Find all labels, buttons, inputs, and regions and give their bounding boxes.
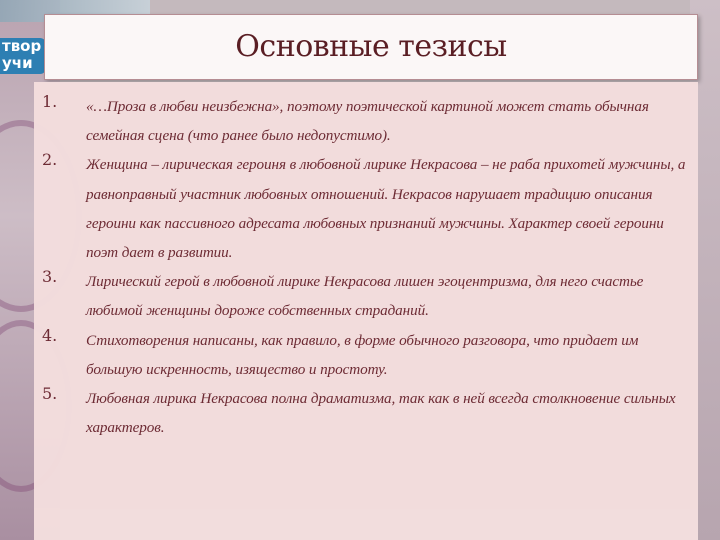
- item-text: Стихотворения написаны, как правило, в форме обычного разговора, что придает им большую искренность, изящество и простоту.: [86, 331, 639, 378]
- list-item: [34, 150, 698, 267]
- list-item: [34, 267, 698, 325]
- item-text: Женщина – лирическая героиня в любовной лирике Некрасова – не раба прихотей мужчины, а равноправный участник любовных отношений. Некрасов нарушает традицию описания героини как пассивного адресата любовных признаний мужчины. Характер своей героини поэт дает в развитии.: [86, 156, 686, 262]
- item-number: 1.: [42, 92, 58, 111]
- logo-text-line: учи: [2, 54, 33, 72]
- logo-text-line: твор: [2, 38, 42, 55]
- list-item: [34, 326, 698, 384]
- item-number: 3.: [42, 267, 58, 287]
- list-item: [34, 384, 698, 442]
- content-box: [34, 82, 698, 540]
- item-number: 4.: [42, 325, 58, 345]
- item-text: Любовная лирика Некрасова полна драматизма, так как в ней всегда столкновение сильных характеров.: [86, 390, 676, 437]
- list-item: [34, 92, 698, 150]
- item-text: Лирический герой в любовной лирике Некрасова лишен эгоцентризма, для него счастье любимой женщины дороже собственных страданий.: [86, 273, 644, 320]
- thesis-list: [34, 92, 698, 442]
- item-text: «…Проза в любви неизбежна», поэтому поэтической картиной может стать обычная семейная сцена (что ранее было недопустимо).: [86, 98, 649, 145]
- item-number: 2.: [42, 150, 58, 170]
- item-number: 5.: [42, 384, 58, 404]
- slide-title: Основные тезисы: [235, 29, 507, 64]
- logo-badge: [0, 38, 46, 74]
- title-box: [44, 14, 698, 80]
